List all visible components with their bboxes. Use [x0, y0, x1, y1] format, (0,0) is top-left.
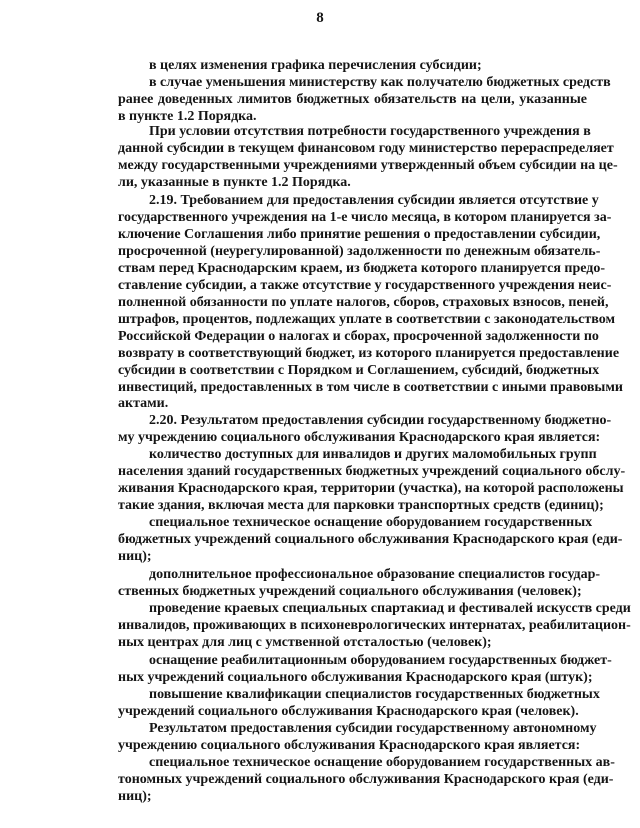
text-line: дополнительное профессиональное образование специалистов государ-: [149, 567, 601, 582]
text-line: учреждений социального обслуживания Краснодарского края (человек).: [118, 704, 579, 719]
text-line: в целях изменения графика перечисления субсидии;: [149, 58, 482, 73]
text-line: му учреждению социального обслуживания Краснодарского края является:: [118, 430, 601, 445]
text-line: учреждению социального обслуживания Краснодарского края является:: [118, 738, 581, 753]
text-line: инвалидов, проживающих в психоневрологических интернатах, реабилитацион-: [118, 618, 631, 633]
text-line: штрафов, процентов, подлежащих уплате в соответствии с законодательством: [118, 312, 616, 327]
text-line: живания Краснодарского края, территории (участка), на которой расположены: [118, 481, 624, 496]
text-line: количество доступных для инвалидов и других маломобильных групп: [149, 447, 597, 462]
text-line: государственного учреждения на 1-е число месяца, в котором планируется за-: [118, 210, 612, 225]
text-line: 2.19. Требованием для предоставления субсидии является отсутствие у: [149, 193, 599, 208]
text-line: ствам перед Краснодарским краем, из бюджета которого планируется предо-: [118, 261, 606, 276]
text-line: оснащение реабилитационным оборудованием государственных бюджет-: [149, 653, 612, 668]
text-line: возврату в соответствующий бюджет, из которого планируется предоставление: [118, 346, 620, 361]
text-line: в случае уменьшения министерству как получателю бюджетных средств: [149, 75, 611, 90]
text-line: При условии отсутствия потребности государственного учреждения в: [149, 124, 591, 139]
text-line: бюджетных учреждений социального обслуживания Краснодарского края (еди-: [118, 532, 623, 547]
text-line: между государственными учреждениями утвержденный объем субсидии на це-: [118, 158, 618, 173]
text-line: ниц);: [118, 549, 152, 564]
text-line: Результатом предоставления субсидии государственному автономному: [149, 721, 597, 736]
text-line: населения зданий государственных бюджетных учреждений социального обслу-: [118, 464, 626, 479]
text-line: специальное техническое оснащение оборудованием государственных: [149, 515, 593, 530]
text-line: Российской Федерации о налогах и сборах, просроченной задолженности по: [118, 329, 599, 344]
text-line: ных учреждений социального обслуживания Краснодарского края (штук);: [118, 670, 593, 685]
text-line: субсидии в соответствии с Порядком и Соглашением, субсидий, бюджетных: [118, 363, 600, 378]
text-line: полненной обязанности по уплате налогов, сборов, страховых взносов, пеней,: [118, 295, 609, 310]
text-line: ставление субсидии, а также отсутствие у государственного учреждения неис-: [118, 278, 612, 293]
text-line: проведение краевых специальных спартакиад и фестивалей искусств среди: [149, 601, 631, 616]
text-line: ственных бюджетных учреждений социального обслуживания (человек);: [118, 584, 582, 599]
text-line: специальное техническое оснащение оборудованием государственных ав-: [149, 755, 615, 770]
text-line: ключение Соглашения либо принятие решения о предоставлении субсидии,: [118, 227, 601, 242]
page-number: 8: [316, 10, 324, 26]
text-line: тономных учреждений социального обслуживания Краснодарского края (еди-: [118, 772, 614, 787]
text-line: 2.20. Результатом предоставления субсидии государственному бюджетно-: [149, 413, 612, 428]
text-line: ранее доведенных лимитов бюджетных обязательств на цели, указанные: [118, 92, 587, 107]
text-line: ных центрах для лиц с умственной отсталостью (человек);: [118, 635, 492, 650]
text-line: актами.: [118, 396, 169, 411]
text-line: такие здания, включая места для парковки транспортных средств (единиц);: [118, 498, 604, 513]
text-line: инвестиций, предоставленных в том числе в соответствии с иными правовыми: [118, 380, 623, 395]
text-line: данной субсидии в текущем финансовом году министерство перераспределяет: [118, 141, 614, 156]
text-line: ли, указанные в пункте 1.2 Порядка.: [118, 175, 351, 190]
text-line: повышение квалификации специалистов государственных бюджетных: [149, 687, 600, 702]
text-line: в пункте 1.2 Порядка.: [118, 109, 257, 124]
text-line: ниц);: [118, 789, 152, 804]
text-line: просроченной (неурегулированной) задолженности по денежным обязатель-: [118, 244, 601, 259]
